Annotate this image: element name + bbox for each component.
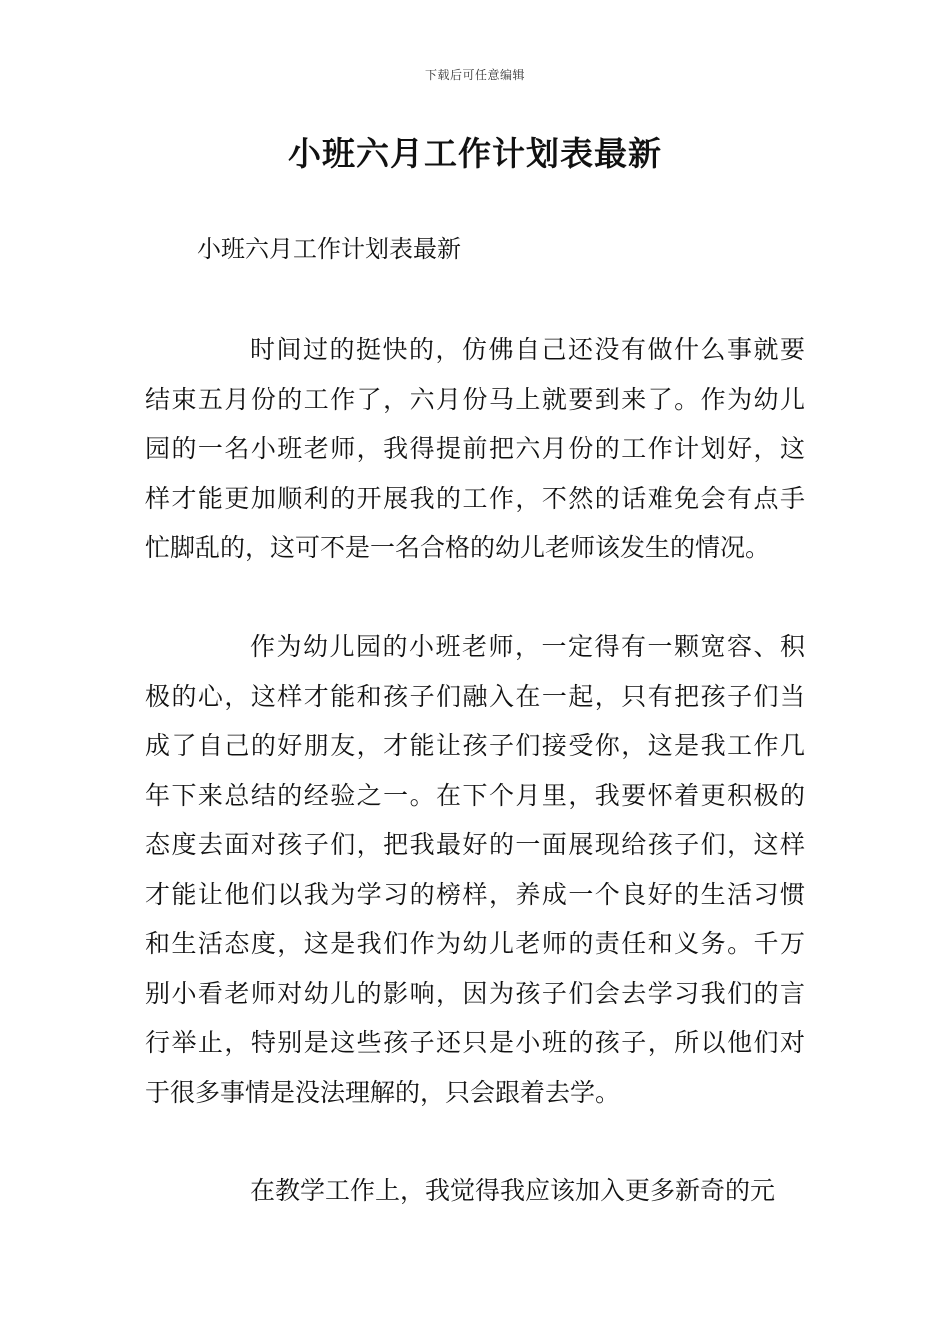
paragraph-line: 和生活态度，这是我们作为幼儿老师的责任和义务。千万 <box>145 929 805 958</box>
page-title: 小班六月工作计划表最新 <box>288 134 662 173</box>
paragraph-line: 才能让他们以我为学习的榜样，养成一个良好的生活习惯 <box>145 879 805 909</box>
paragraph-2 <box>145 622 805 1117</box>
paragraph-3 <box>145 1166 805 1216</box>
paragraph-line: 时间过的挺快的，仿佛自己还没有做什么事就要 <box>250 335 805 364</box>
paragraph-line: 作为幼儿园的小班老师，一定得有一颗宽容、积 <box>250 632 805 661</box>
paragraph-line: 于很多事情是没法理解的，只会跟着去学。 <box>145 1077 621 1107</box>
paragraph-1 <box>145 325 805 573</box>
paragraph-line: 极的心，这样才能和孩子们融入在一起，只有把孩子们当 <box>145 681 805 711</box>
header-note: 下载后可任意编辑 <box>424 68 525 82</box>
paragraph-line: 别小看老师对幼儿的影响，因为孩子们会去学习我们的言 <box>145 978 805 1008</box>
paragraph-line: 园的一名小班老师，我得提前把六月份的工作计划好，这 <box>145 434 805 463</box>
paragraph-line: 结束五月份的工作了，六月份马上就要到来了。作为幼儿 <box>145 384 805 414</box>
paragraph-line: 年下来总结的经验之一。在下个月里，我要怀着更积极的 <box>145 780 805 810</box>
paragraph-line: 在教学工作上，我觉得我应该加入更多新奇的元 <box>250 1176 776 1205</box>
paragraph-line: 样才能更加顺利的开展我的工作，不然的话难免会有点手 <box>145 483 805 513</box>
paragraph-line: 态度去面对孩子们，把我最好的一面展现给孩子们，这样 <box>145 830 805 859</box>
paragraph-line: 成了自己的好朋友，才能让孩子们接受你，这是我工作几 <box>145 731 805 760</box>
document-subtitle: 小班六月工作计划表最新 <box>197 235 461 263</box>
paragraph-line: 忙脚乱的，这可不是一名合格的幼儿老师该发生的情况。 <box>145 533 771 562</box>
paragraph-line: 行举止，特别是这些孩子还只是小班的孩子，所以他们对 <box>145 1028 805 1057</box>
